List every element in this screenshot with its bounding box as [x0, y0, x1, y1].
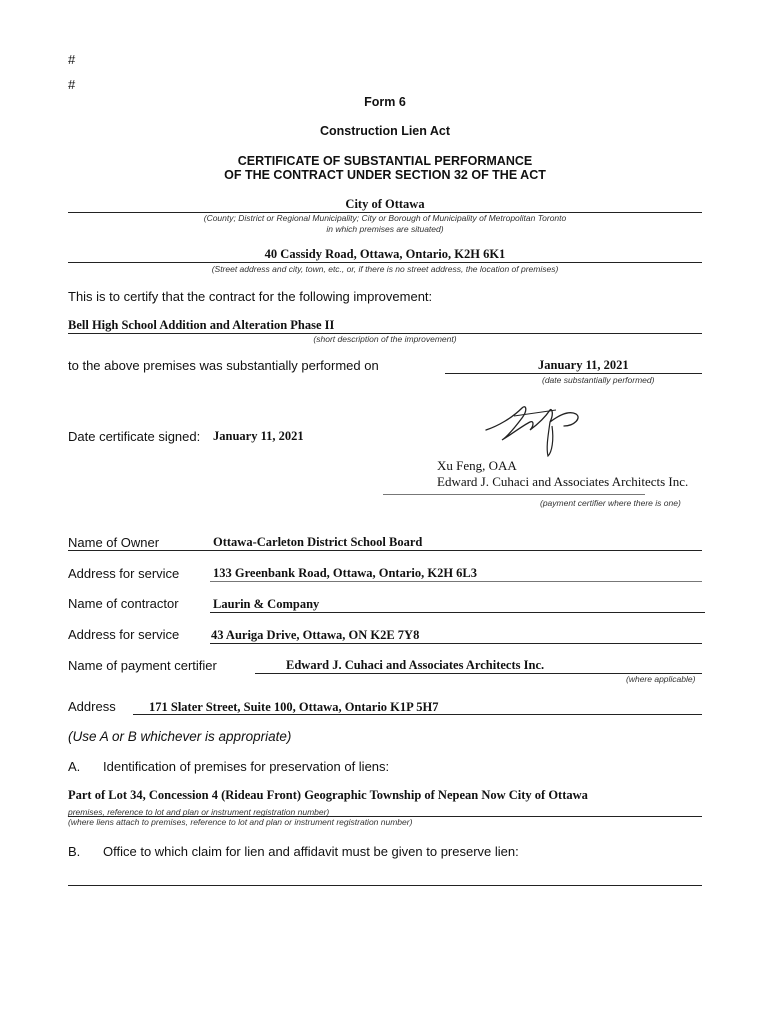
signed-label: Date certificate signed: [68, 429, 201, 444]
contractor-address-label: Address for service [68, 627, 180, 642]
certifier-signatory-firm: Edward J. Cuhaci and Associates Architects Inc. [437, 474, 689, 489]
owner-value: Ottawa-Carleton District School Board [213, 535, 423, 549]
municipality-caption-line1: (County; District or Regional Municipality; City or Borough of Municipality of Metropolitan Toronto [203, 213, 567, 223]
owner-label: Name of Owner [68, 535, 160, 550]
contractor-label: Name of contractor [68, 596, 179, 611]
performed-label: to the above premises was substantially performed on [68, 358, 379, 373]
owner-line [68, 550, 702, 551]
act-name: Construction Lien Act [319, 124, 451, 138]
signed-date: January 11, 2021 [213, 429, 304, 443]
premises-value: 40 Cassidy Road, Ottawa, Ontario, K2H 6K1 [264, 247, 506, 261]
section-a-text: Identification of premises for preservation of liens: [103, 759, 390, 774]
certifier-signatory-name: Xu Feng, OAA [437, 458, 517, 473]
hash-mark: # [68, 52, 76, 67]
document-title-line1: CERTIFICATE OF SUBSTANTIAL PERFORMANCE [237, 154, 533, 168]
contractor-value: Laurin & Company [213, 597, 320, 611]
certifier-caption: (payment certifier where there is one) [540, 498, 681, 508]
owner-address-line [210, 581, 702, 582]
performed-date: January 11, 2021 [538, 358, 629, 372]
form-number: Form 6 [364, 95, 406, 109]
section-b-letter: B. [68, 844, 81, 859]
address-label: Address [68, 699, 116, 714]
contractor-line [210, 612, 705, 613]
section-b-text: Office to which claim for lien and affidavit must be given to preserve lien: [103, 844, 519, 859]
section-a-caption: (where liens attach to premises, reference to lot and plan or instrument registration number) [68, 817, 413, 827]
certifier-value: Edward J. Cuhaci and Associates Architects Inc. [286, 658, 545, 672]
signature-mark [478, 396, 584, 460]
section-a-premises-value: Part of Lot 34, Concession 4 (Rideau Front) Geographic Township of Nepean Now City of Ottawa [68, 788, 588, 802]
premises-caption: (Street address and city, town, etc., or, if there is no street address, the location of premises) [211, 264, 559, 274]
section-a-letter: A. [68, 759, 81, 774]
address-value: 171 Slater Street, Suite 100, Ottawa, Ontario K1P 5H7 [149, 700, 439, 714]
contractor-address-line [210, 643, 702, 644]
certify-statement: This is to certify that the contract for the following improvement: [68, 289, 433, 304]
contractor-address-value: 43 Auriga Drive, Ottawa, ON K2E 7Y8 [211, 628, 420, 642]
hash-mark: # [68, 77, 76, 92]
address-line [133, 714, 702, 715]
municipality-value: City of Ottawa [345, 197, 425, 211]
section-b-line [68, 885, 702, 886]
certifier-where-caption: (where applicable) [626, 674, 696, 684]
improvement-caption: (short description of the improvement) [313, 334, 457, 344]
document-title-line2: OF THE CONTRACT UNDER SECTION 32 OF THE ACT [224, 168, 546, 182]
performed-line [445, 373, 702, 374]
signature-line [383, 494, 645, 495]
certifier-label: Name of payment certifier [68, 658, 217, 673]
municipality-caption-line2: in which premises are situated) [326, 224, 444, 234]
premises-line [68, 262, 702, 263]
performed-caption: (date substantially performed) [542, 375, 655, 385]
owner-address-label: Address for service [68, 566, 180, 581]
owner-address-value: 133 Greenbank Road, Ottawa, Ontario, K2H 6L3 [213, 566, 478, 580]
choice-note: (Use A or B whichever is appropriate) [68, 729, 292, 744]
improvement-value: Bell High School Addition and Alteration Phase II [68, 318, 335, 332]
section-a-caption-overlap: premises, reference to lot and plan or instrument registration number) [68, 807, 330, 817]
